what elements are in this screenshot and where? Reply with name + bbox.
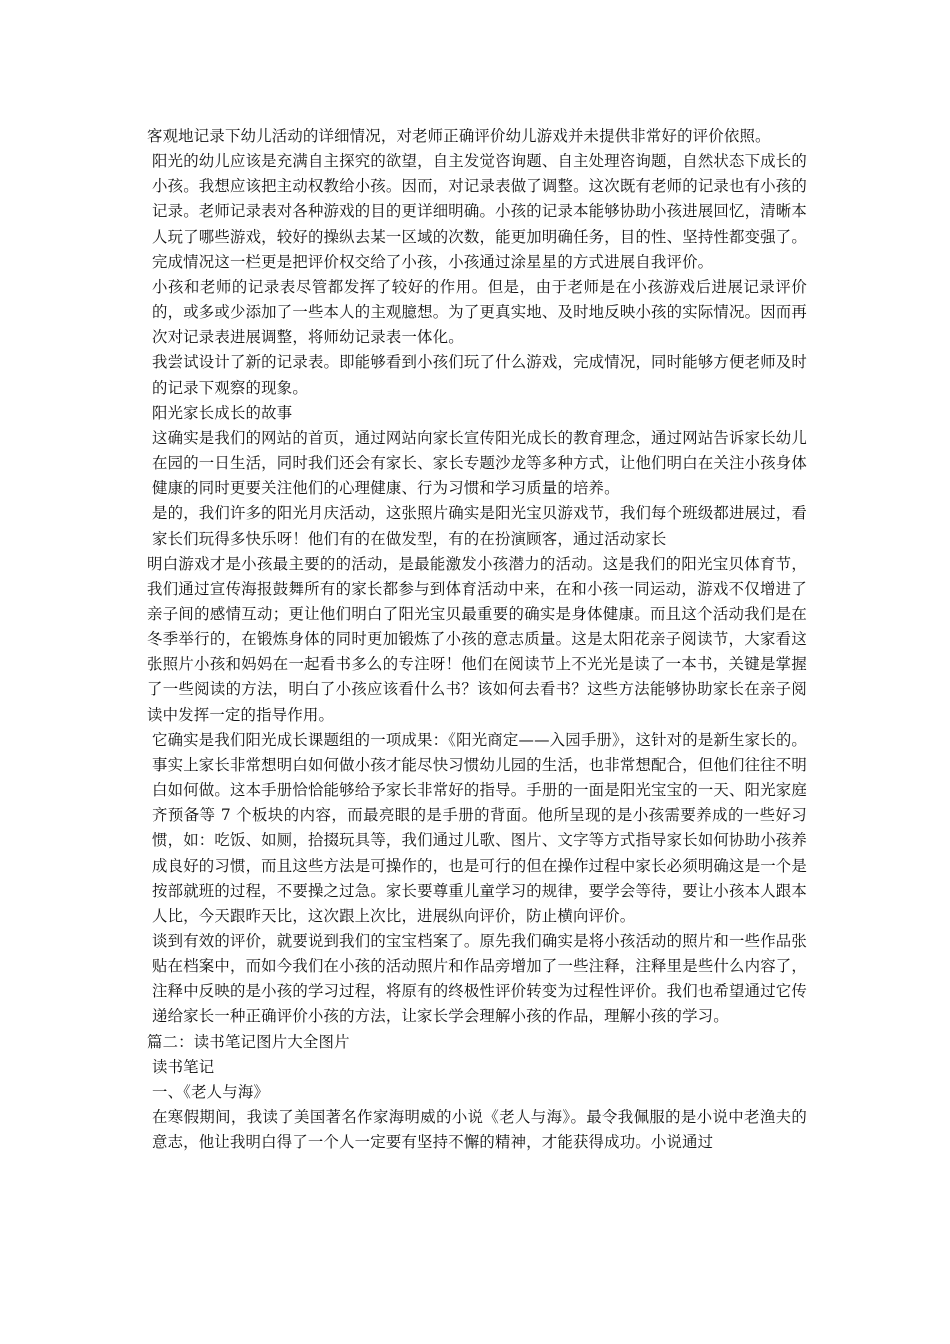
paragraph-2: 阳光的幼儿应该是充满自主探究的欲望，自主发觉咨询题、自主处理咨询题，自然状态下成长的小孩。我想应该把主动权教给小孩。因而，对记录表做了调整。这次既有老师的记录也有小孩的记录。老师记录表对各种游戏的目的更详细明确。小孩的记录本能够协助小孩进展回忆，清晰本人玩了哪些游戏，较好的操纵去某一区域的次数，能更加明确任务，目的性、坚持性都变强了。完成情况这一栏更是把评价权交给了小孩，小孩通过涂星星的方式进展自我评价。: [152, 152, 807, 271]
paragraph-8: 它确实是我们阳光成长课题组的一项成果：《阳光商定——入园手册》，这针对的是新生家长的。事实上家长非常想明白如何做小孩才能尽快习惯幼儿园的生活，也非常想配合，但他们往往不明白如何做。这本手册恰恰能够给予家长非常好的指导。手册的一面是阳光宝宝的一天、阳光家庭齐预备等 7 个板块的内容，而最亮眼的是手册的背面。他所呈现的是小孩需要养成的一些好习惯，如：吃饭、如厕，拾掇玩具等，我们通过儿歌、图片、文字等方式指导家长如何协助小孩养成良好的习惯，而且这些方法是可操作的，也是可行的但在操作过程中家长必须明确这是一个是按部就班的过程，不要操之过急。家长要尊重儿童学习的规律，要学会等待，要让小孩本人跟本人比，今天跟昨天比，这次跟上次比，进展纵向评价，防止横向评价。: [152, 730, 807, 925]
paragraph-7: 明白游戏才是小孩最主要的的活动，是最能激发小孩潜力的活动。这是我们的阳光宝贝体育节，我们通过宣传海报鼓舞所有的家长都参与到体育活动中来，在和小孩一同运动，游戏不仅增进了亲子间的感情互动；更让他们明白了阳光宝贝最重要的确实是身体健康。而且这个活动我们是在冬季举行的，在锻炼身体的同时更加锻炼了小孩的意志质量。这是太阳花亲子阅读节，大家看这张照片小孩和妈妈在一起看书多么的专注呀！他们在阅读节上不光光是读了一本书，关键是掌握了一些阅读的方法，明白了小孩应该看什么书？该如何去看书？这些方法能够协助家长在亲子阅读中发挥一定的指导作用。: [147, 554, 807, 724]
reading-notes-heading: 读书笔记: [152, 1057, 215, 1076]
paragraph-9: 谈到有效的评价，就要说到我们的宝宝档案了。原先我们确实是将小孩活动的照片和一些作品张贴在档案中，而如今我们在小孩的活动照片和作品旁增加了一些注释，注释里是些什么内容了，注释中反映的是小孩的学习过程，将原有的终极性评价转变为过程性评价。我们也希望通过它传递给家长一种正确评价小孩的方法，让家长学会理解小孩的作品，理解小孩的学习。: [152, 932, 807, 1026]
paragraph-5: 这确实是我们的网站的首页，通过网站向家长宣传阳光成长的教育理念，通过网站告诉家长幼儿在园的一日生活，同时我们还会有家长、家长专题沙龙等多种方式，让他们明白在关注小孩身体健康的同时更要关注他们的心理健康、行为习惯和学习质量的培养。: [152, 428, 807, 498]
paragraph-10: 在寒假期间，我读了美国著名作家海明威的小说《老人与海》。最令我佩服的是小说中老渔夫的意志，他让我明白得了一个人一定要有坚持不懈的精神，才能获得成功。小说通过: [152, 1108, 807, 1152]
book-title-heading: 一、《老人与海》: [152, 1082, 270, 1101]
section-heading-parents: 阳光家长成长的故事: [152, 403, 293, 422]
chapter-heading: 篇二：读书笔记图片大全图片: [147, 1032, 350, 1051]
paragraph-1: 客观地记录下幼儿活动的详细情况，对老师正确评价幼儿游戏并未提供非常好的评价依照。: [147, 127, 771, 145]
document-body: [147, 124, 807, 1155]
paragraph-3: 小孩和老师的记录表尽管都发挥了较好的作用。但是，由于老师是在小孩游戏后进展记录评价的，或多或少添加了一些本人的主观臆想。为了更真实地、及时地反映小孩的实际情况。因而再次对记录表进展调整，将师幼记录表一体化。: [152, 277, 807, 347]
paragraph-4: 我尝试设计了新的记录表。即能够看到小孩们玩了什么游戏，完成情况，同时能够方便老师及时的记录下观察的现象。: [152, 353, 807, 397]
paragraph-6: 是的，我们许多的阳光月庆活动，这张照片确实是阳光宝贝游戏节，我们每个班级都进展过，看家长们玩得多快乐呀！他们有的在做发型，有的在扮演顾客，通过活动家长: [152, 504, 807, 548]
